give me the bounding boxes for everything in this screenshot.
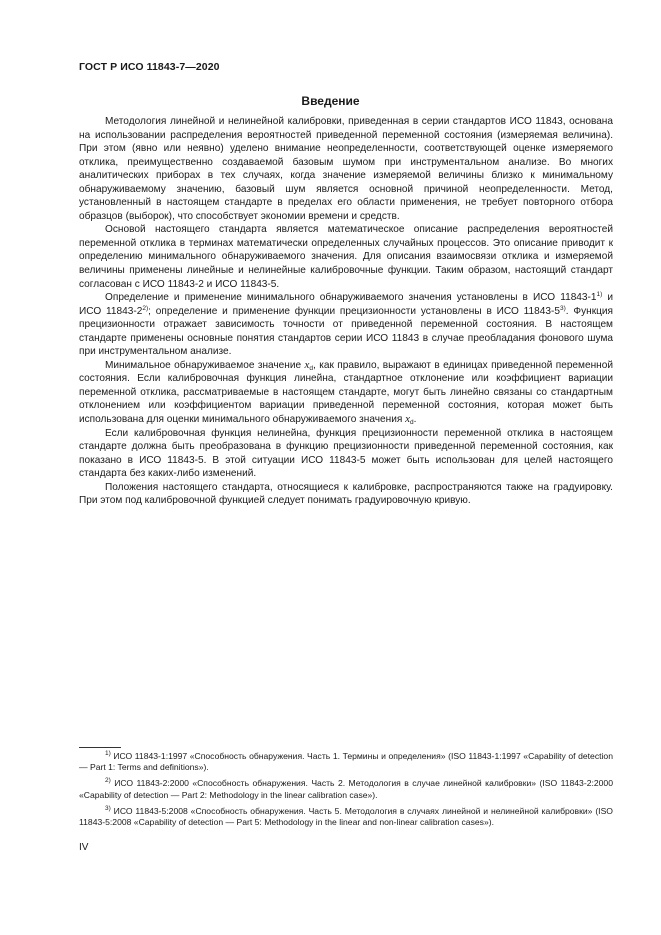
variable-x-2: x bbox=[405, 413, 410, 426]
footnote-mark-2: 2) bbox=[105, 777, 111, 785]
footnote-divider bbox=[79, 747, 121, 748]
footnote-text-1: ИСО 11843-1:1997 «Способность обнаружения. Часть 1. Термины и определения» (ISO 11843-1:1997 «Capability of detection — Part 1: Terms and definitions»). bbox=[79, 751, 613, 773]
footnotes bbox=[79, 751, 613, 833]
footnote-text-2: ИСО 11843-2:2000 «Способность обнаружения. Часть 2. Методология в случае линейной калибровки» (ISO 11843-2:2000 «Capability of detection — Part 2: Methodology in the linear calibration case»). bbox=[79, 778, 613, 800]
paragraph-3 bbox=[79, 291, 613, 359]
paragraph-4-text-a: Минимальное обнаруживаемое значение bbox=[105, 359, 305, 371]
paragraph-4 bbox=[79, 359, 613, 427]
section-title: Введение bbox=[301, 94, 360, 108]
footnote-ref-3[interactable]: 3) bbox=[559, 304, 566, 312]
paragraph-3-text-c: ; определение и применение функции прецизионности установлены в ИСО 11843-5 bbox=[148, 305, 560, 317]
paragraph-3-text-a: Определение и применение минимального обнаруживаемого значения установлены в ИСО 11843-1 bbox=[105, 292, 597, 304]
standard-id-header: ГОСТ Р ИСО 11843-7—2020 bbox=[79, 61, 220, 73]
paragraph-5: Если калибровочная функция нелинейна, функция прецизионности переменной отклика в настоящем стандарте должна быть преобразована в функцию прецизионности приведенной переменной состояния, как показано в ИСО 11843-5. В этой ситуации ИСО 11843-5 может быть использован для целей настоящего стандарта без каких-либо изменений. bbox=[79, 427, 613, 480]
footnote-mark-1: 1) bbox=[105, 750, 111, 757]
variable-subscript-d-2: d bbox=[410, 419, 414, 427]
paragraph-3-text-d: . Функция прецизионности отражает зависимость точности от приведенной переменной состояния. В настоящем стандарте применены основные понятия стандартов серии ИСО 11843 в случае преобладания фонового шума при инструментальном анализе. bbox=[79, 305, 613, 358]
paragraph-1: Методология линейной и нелинейной калибровки, приведенная в серии стандартов ИСО 11843, основана на использовании распределения вероятностей приведенной переменной состояния (измеряемая величина). При этом (явно или неявно) уделено внимание неопределенности, соответствующей оценке измеряемого отклика, преимущественно создаваемой базовым шумом при инструментальном анализе. Во многих аналитических приборах в тех случаях, когда значение измеряемой величины близко к минимальному обнаруживаемому значению, базовый шум является основной причиной неопределенности. Метод, установленный в настоящем стандарте в пределах его области применения, не требует повторного отбора образцов (выборок), что способствует экономии времени и средств. bbox=[79, 116, 613, 222]
paragraph-4-text-b: , как правило, выражают в единицах приведенной переменной состояния. Если калибровочная функция линейна, стандартное отклонение или коэффициент вариации переменной отклика, рассматриваемые в настоящем стандарте, могут быть линейно связаны со стандартным отклонением или коэффициентом вариации приведенной переменной состояния, которая может быть использована для оценки минимального обнаруживаемого значения bbox=[79, 359, 614, 426]
footnote-1 bbox=[79, 751, 613, 773]
variable-subscript-d: d bbox=[309, 364, 314, 372]
body-text bbox=[79, 115, 613, 508]
variable-x: x bbox=[304, 358, 310, 371]
footnote-3 bbox=[79, 806, 613, 828]
footnote-ref-1[interactable]: 1) bbox=[596, 291, 603, 299]
footnote-text-3: ИСО 11843-5:2008 «Способность обнаружения. Часть 5. Методология в случаях линейной и нелинейной калибровки» (ISO 11843-5:2008 «Capability of detection — Part 5: Methodology in the linear and non-linear calibration cases»). bbox=[79, 805, 613, 828]
footnote-mark-3: 3) bbox=[105, 804, 111, 812]
page-number: IV bbox=[79, 842, 89, 853]
paragraph-4-text-c: . bbox=[413, 414, 417, 426]
footnote-ref-2[interactable]: 2) bbox=[142, 304, 149, 312]
paragraph-6: Положения настоящего стандарта, относящиеся к калибровке, распространяются также на градуировку. При этом под калибровочной функцией следует понимать градуировочную кривую. bbox=[79, 481, 613, 507]
paragraph-2: Основой настоящего стандарта является математическое описание распределения вероятностей переменной отклика в терминах математически определенных случайных процессов. Это описание приводит к определению минимального обнаруживаемого значения. Для описания взаимосвязи отклика и измеряемой величины применены линейные и нелинейные калибровочные функции. Таким образом, настоящий стандарт согласован с ИСО 11843-2 и ИСО 11843-5. bbox=[79, 224, 613, 290]
paragraph-3-text-b: и ИСО 11843-2 bbox=[79, 292, 613, 317]
footnote-2 bbox=[79, 778, 613, 800]
